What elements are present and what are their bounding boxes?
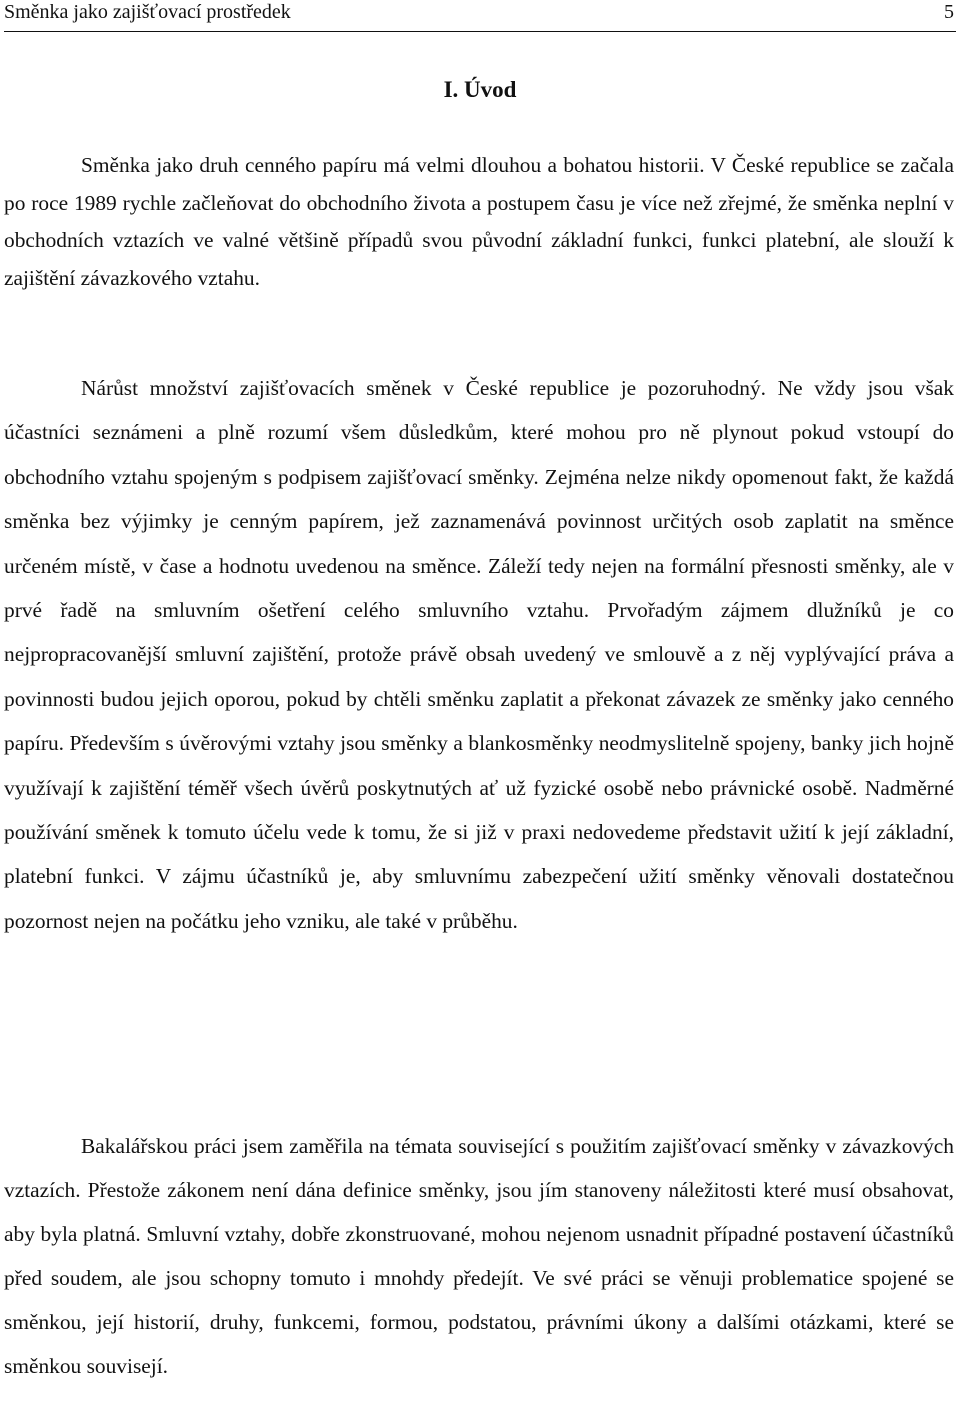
running-title: Směnka jako zajišťovací prostředek [4,1,291,23]
chapter-heading: I. Úvod [443,77,517,102]
paragraph-thesis-aim: Bakalářskou práci jsem zaměřila na témata související s použitím zajišťovací směnky v závazkových vztazích. Přestože zákonem není dána definice směnky, jsou jím stanoveny náležitosti které musí obsahovat, aby byla platná. Smluvní vztahy, dobře zkonstruované, mohou nejenom usnadnit případné postavení účastníků před soudem, ale jsou schopny tomuto i mnohdy předejít. Ve své práci se věnuji problematice spojené se směnkou, její historií, druhy, funkcemi, formou, podstatou, právními úkony a dalšími otázkami, které se směnkou souvisejí. [4,1134,954,1379]
paragraph-growth: Nárůst množství zajišťovacích směnek v České republice je pozoruhodný. Ne vždy jsou však účastníci seznámeni a plně rozumí všem důsledkům, které mohou pro ně plynout pokud vstoupí do obchodního vztahu spojeným s podpisem zajišťovací směnky. Zejména nelze nikdy opomenout fakt, že každá směnka bez výjimky je cenným papírem, jež zaznamenává povinnost určitých osob zaplatit na směnce určeném místě, v čase a hodnotu uvedenou na směnce. Záleží tedy nejen na formální přesnosti směnky, ale v prvé řadě na smluvním ošetření celého smluvního vztahu. Prvořadým zájmem dlužníků je co nejpropracovanější smluvní zajištění, protože právě obsah uvedený ve smlouvě a z něj vyplývající práva a povinnosti budou jejich oporou, pokud by chtěli směnku zaplatit a překonat závazek ze směnky jako cenného papíru. Především s úvěrovými vztahy jsou směnky a blankosměnky neodmyslitelně spojeny, banky jich hojně využívají k zajištění téměř všech úvěrů poskytnutých ať už fyzické osobě nebo právnické osobě. Nadměrné používání směnek k tomuto účelu vede k tomu, že si již v praxi nedovedeme představit užití k její základní, platební funkci. V zájmu účastníků je, aby smluvnímu zabezpečení užití směnky věnovali dostatečnou pozornost nejen na počátku jeho vzniku, ale také v průběhu. [4,376,954,933]
header-divider [4,31,956,32]
page-number: 5 [944,1,954,23]
paragraph-intro: Směnka jako druh cenného papíru má velmi dlouhou a bohatou historii. V České republice se začala po roce 1989 rychle začleňovat do obchodního života a postupem času je více než zřejmé, že směnka neplní v obchodních vztazích ve valné většině případů svou původní základní funkci, funkci platební, ale slouží k zajištění závazkového vztahu. [4,153,954,290]
page-header [4,0,954,24]
